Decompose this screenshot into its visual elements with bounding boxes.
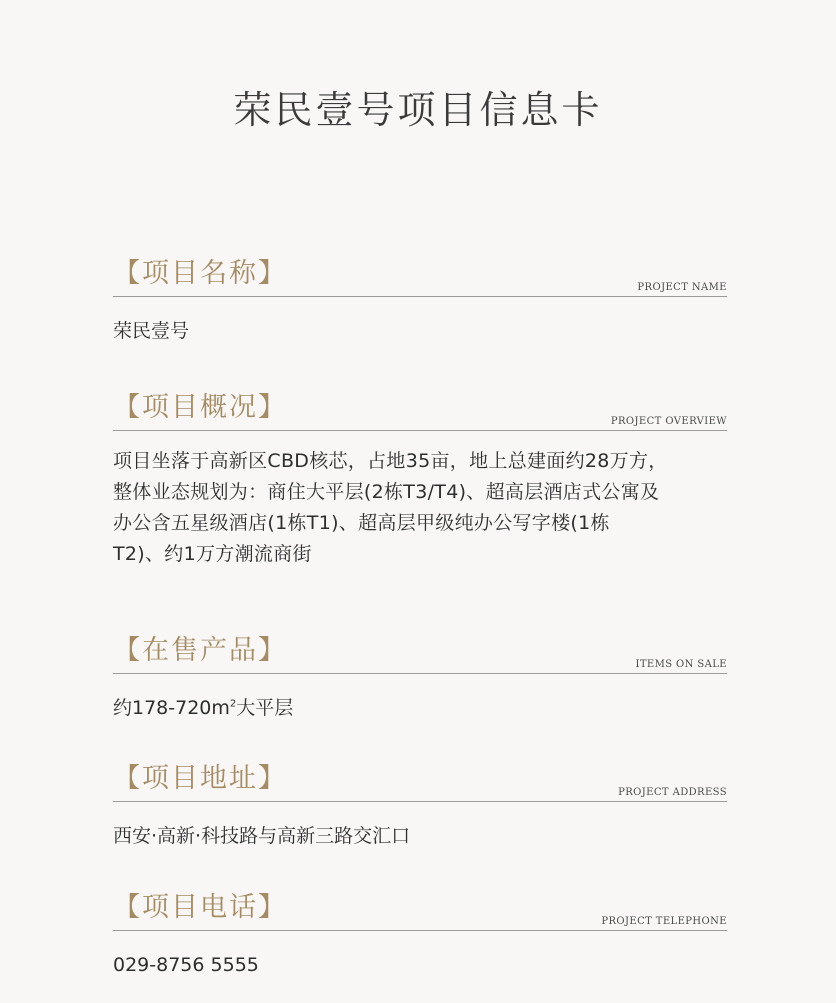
section-header [113,256,727,296]
overview-line: 办公含五星级酒店(1栋T1)、超高层甲级纯办公写字楼(1栋 [113,512,610,534]
section-project-name [113,256,727,345]
section-project-telephone [113,890,727,979]
section-title: 【项目地址】 [113,763,287,794]
section-subtitle-en: PROJECT ADDRESS [618,787,727,798]
section-title: 【项目名称】 [113,258,287,289]
project-name-value: 荣民壹号 [113,320,190,342]
section-subtitle-en: ITEMS ON SALE [635,659,727,670]
section-header [113,390,727,430]
section-header [113,761,727,801]
section-divider [113,296,727,297]
overview-line: 项目坐落于高新区CBD核芯，占地35亩，地上总建面约28万方， [113,450,668,472]
section-project-overview [113,390,727,570]
overview-line: 整体业态规划为：商住大平层(2栋T3/T4)、超高层酒店式公寓及 [113,481,660,503]
section-divider [113,801,727,802]
section-divider [113,673,727,674]
area-range: 约178-720m [113,697,230,719]
area-unit-superscript: 2 [229,698,237,710]
overview-line: T2)、约1万方潮流商街 [113,543,312,565]
section-title: 【项目电话】 [113,892,287,923]
product-type: 大平层 [236,697,294,719]
section-subtitle-en: PROJECT OVERVIEW [610,416,727,427]
section-title: 【项目概况】 [113,392,287,423]
section-subtitle-en: PROJECT TELEPHONE [601,916,727,927]
page-title: 荣民壹号项目信息卡 [233,88,603,132]
section-title: 【在售产品】 [113,635,287,666]
project-overview-text [113,446,727,570]
section-header [113,890,727,930]
items-on-sale-value [113,694,727,722]
section-project-address [113,761,727,850]
project-address-value: 西安·高新·科技路与高新三路交汇口 [113,825,411,847]
section-subtitle-en: PROJECT NAME [637,282,727,293]
section-divider [113,930,727,931]
section-items-on-sale [113,633,727,722]
section-header [113,633,727,673]
project-telephone-value[interactable]: 029-8756 5555 [113,954,259,976]
section-divider [113,430,727,431]
